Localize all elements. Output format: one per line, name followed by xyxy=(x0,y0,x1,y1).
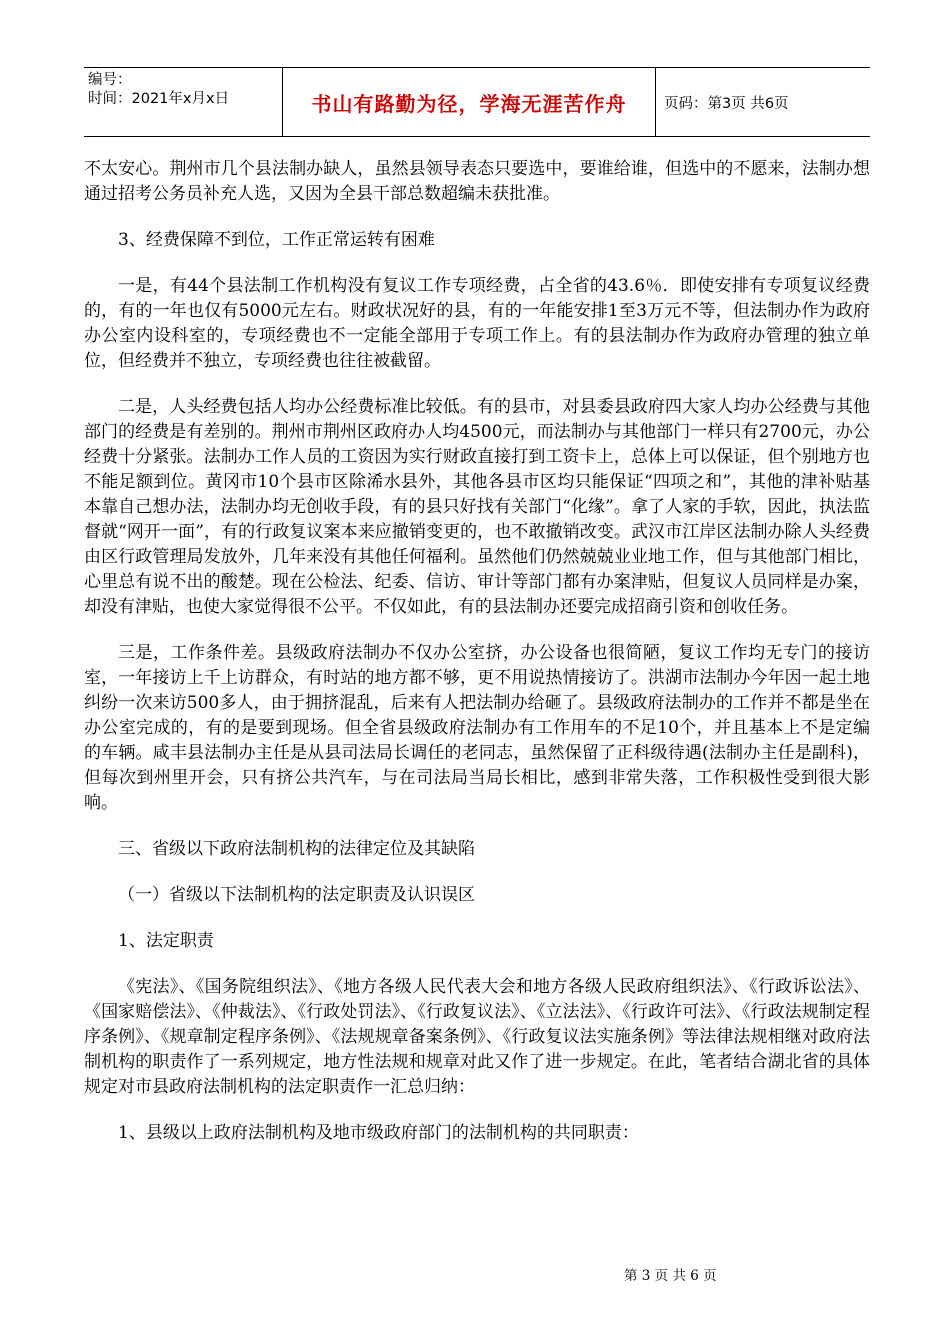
page-label: 页码：第3页 共6页 xyxy=(664,95,789,112)
paragraph: 三是，工作条件差。县级政府法制办不仅办公室挤，办公设备也很简陋，复议工作均无专门的接访室，一年接访上千上访群众，有时站的地方都不够，更不用说热情接访了。洪湖市法制办今年因一起土地纠纷一次来访500多人，由于拥挤混乱，后来有人把法制办给砸了。县级政府法制办的工作并不都是坐在办公室完成的，有的是要到现场。但全省县级政府法制办有工作用车的不足10个，并且基本上不是定编的车辆。咸丰县法制办主任是从县司法局长调任的老同志，虽然保留了正科级待遇(法制办主任是副科)，但每次到州里开会，只有挤公共汽车，与在司法局当局长相比，感到非常失落，工作积极性受到很大影响。 xyxy=(84,643,870,813)
paragraph: 一是，有44个县法制工作机构没有复议工作专项经费，占全省的43.6％．即使安排有专项复议经费的，有的一年也仅有5000元左右。财政状况好的县，有的一年能安排1至3万元不等，但法制办作为政府办公室内设科室的，专项经费也不一定能全部用于专项工作上。有的县法制办作为政府办管理的独立单位，但经费并不独立，专项经费也往往被截留。 xyxy=(84,276,870,371)
paragraph: 《宪法》、《国务院组织法》、《地方各级人民代表大会和地方各级人民政府组织法》、《行政诉讼法》、《国家赔偿法》、《仲裁法》、《行政处罚法》、《行政复议法》、《立法法》、《行政许可法》、《行政法规制定程序条例》、《规章制定程序条例》、《法规规章备案条例》、《行政复议法实施条例》等法律法规相继对政府法制机构的职责作了一系列规定，地方性法规和规章对此又作了进一步规定。在此，笔者结合湖北省的具体规定对市县政府法制机构的法定职责作一汇总归纳： xyxy=(84,977,870,1097)
header-meta-cell xyxy=(84,68,283,136)
motto-text: 书山有路勤为径，学海无涯苦作舟 xyxy=(311,91,627,116)
section-heading: 三、省级以下政府法制机构的法律定位及其缺陷 xyxy=(118,839,475,859)
paragraph: 不太安心。荆州市几个县法制办缺人，虽然县领导表态只要选中，要谁给谁，但选中的不愿来，法制办想通过招考公务员补充人选，又因为全县干部总数超编未获批准。 xyxy=(84,159,870,204)
number-label: 编号： xyxy=(88,72,132,88)
date-label: 时间：2021年x月x日 xyxy=(88,91,230,107)
page-footer: 第 3 页 共 6 页 xyxy=(624,1268,717,1284)
section-heading: 1、法定职责 xyxy=(118,931,214,951)
header-page-cell xyxy=(656,68,870,136)
section-heading: 1、县级以上政府法制机构及地市级政府部门的法制机构的共同职责： xyxy=(118,1123,639,1143)
header-motto-cell xyxy=(283,68,656,136)
section-heading: 3、经费保障不到位，工作正常运转有困难 xyxy=(118,230,435,250)
paragraph: 二是，人头经费包括人均办公经费标准比较低。有的县市，对县委县政府四大家人均办公经费与其他部门的经费是有差别的。荆州市荆州区政府办人均4500元，而法制办与其他部门一样只有2700元，办公经费十分紧张。法制办工作人员的工资因为实行财政直接打到工资卡上，总体上可以保证，但个别地方也不能足额到位。黄冈市10个县市区除浠水县外，其他各县市区均只能保证“四项之和”，其他的津补贴基本靠自己想办法，法制办均无创收手段，有的县只好找有关部门“化缘”。拿了人家的手软，因此，执法监督就“网开一面”，有的行政复议案本来应撤销变更的，也不敢撤销改变。武汉市江岸区法制办除人头经费由区行政管理局发放外，几年来没有其他任何福利。虽然他们仍然兢兢业业地工作，但与其他部门相比，心里总有说不出的酸楚。现在公检法、纪委、信访、审计等部门都有办案津贴，但复议人员同样是办案，却没有津贴，也使大家觉得很不公平。不仅如此，有的县法制办还要完成招商引资和创收任务。 xyxy=(84,397,870,617)
document-body xyxy=(84,157,870,1167)
header-table xyxy=(84,67,870,137)
section-heading: （一）省级以下法制机构的法定职责及认识误区 xyxy=(118,885,475,905)
